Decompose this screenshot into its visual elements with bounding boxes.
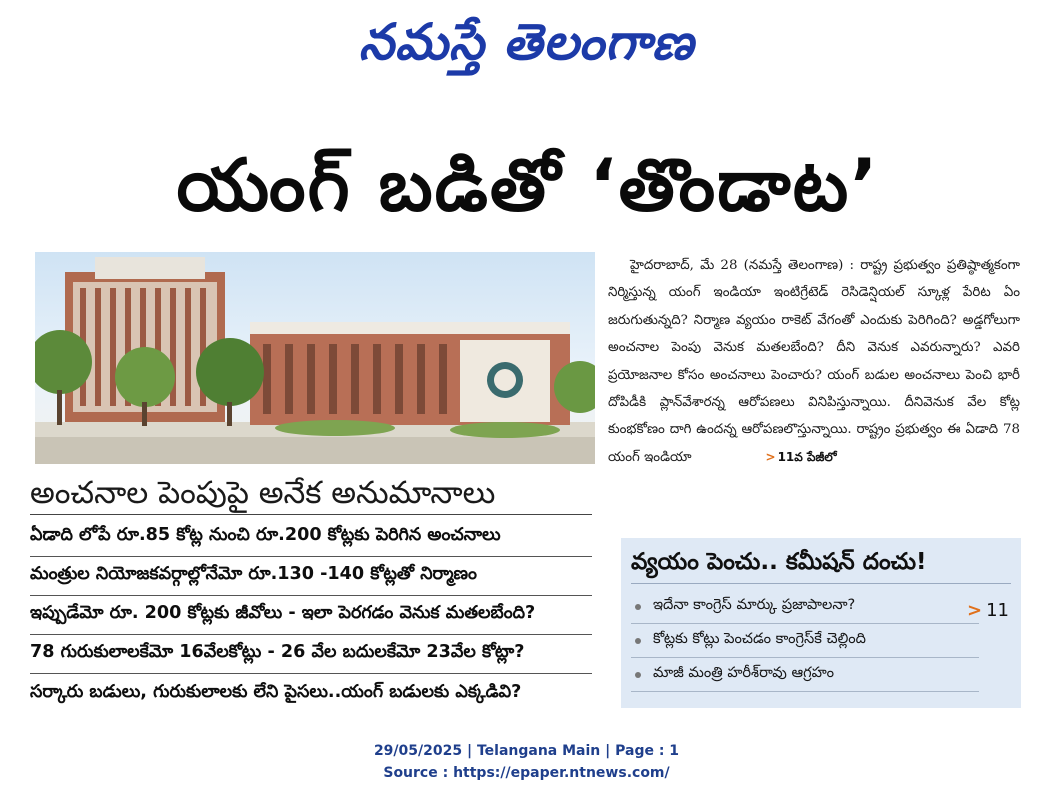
jump-label: 11వ పేజీలో (777, 449, 837, 464)
sidebar-page-number: 11 (986, 600, 1009, 621)
chevron-right-icon: > (967, 600, 983, 621)
sidebar-item (631, 624, 979, 658)
sidebar-item (631, 658, 979, 692)
continued-on-page-link[interactable] (744, 444, 837, 471)
highlight-item: సర్కారు బడులు, గురుకులాలకు లేని పైసలు..యంగ్ బడులకు ఎక్కడివి? (30, 681, 522, 702)
sidebar-item-text: మాజీ మంత్రి హరీశ్‌రావు ఆగ్రహం (653, 664, 834, 681)
bullet-dot-icon (635, 604, 641, 610)
subheadline: అంచనాల పెంపుపై అనేక అనుమానాలు (30, 475, 496, 511)
bullet-dot-icon (635, 672, 641, 678)
highlight-item: ఏడాది లోపే రూ.85 కోట్ల నుంచి రూ.200 కోట్లకు పెరిగిన అంచనాలు (30, 518, 592, 557)
story-text: హైదరాబాద్, మే 28 (నమస్తే తెలంగాణ) : రాష్ట్ర ప్రభుత్వం ప్రతిష్ఠాత్మకంగా నిర్మిస్తున్న యంగ్ ఇండియా ఇంటిగ్రేటెడ్ రెసిడెన్షియల్ స్కూళ్ల పేరిట ఏం జరుగుతున్నది? నిర్మాణ వ్యయం రాకెట్ వేగంతో ఎందుకు పెరిగింది? అడ్డగోలుగా అంచనాల పెంపు వెనుక మతలబేంది? దీని వెనుక ఎవరున్నారు? ఎవరి ప్రయోజనాల కోసం అంచనాలు పెంచారు? యంగ్ బడుల అంచనాలు పెంచి భారీ దోపిడీకి ప్లాన్‌వేశారన్న ఆరోపణలు వినిపిస్తున్నాయి. దీనివెనుక వేల కోట్ల కుంభకోణం దాగి ఉందన్న ఆరోపణలొస్తున్నాయి. రాష్ట్రం ప్రభుత్వం ఈ ఏడాది 78 యంగ్ ఇండియా (608, 258, 1020, 465)
story-body (608, 252, 1020, 524)
edition-info: 29/05/2025 | Telangana Main | Page : 1 (373, 743, 680, 759)
masthead-logo: నమస్తే తెలంగాణ (358, 12, 695, 71)
footer (0, 740, 1053, 784)
highlight-list (30, 518, 592, 720)
headline: యంగ్ బడితో ‘తొండాట’ (176, 143, 880, 227)
sidebar-item (631, 590, 979, 624)
sidebar-box (621, 538, 1021, 708)
highlight-item: ఇప్పుడేమో రూ. 200 కోట్లకు జీవోలు - ఇలా పెరగడం వెనుక మతలబేంది? (30, 596, 592, 635)
chevron-right-icon: > (765, 449, 776, 464)
highlight-item: 78 గురుకులాలకేమో 16వేలకోట్లు - 26 వేల బదులకేమో 23వేల కోట్లా? (30, 635, 592, 674)
bullet-dot-icon (635, 638, 641, 644)
divider (30, 514, 592, 515)
highlight-item: మంత్రుల నియోజకవర్గాల్లోనేమో రూ.130 -140 కోట్లతో నిర్మాణం (30, 557, 592, 596)
sidebar-list (631, 590, 1011, 692)
school-building-photo (35, 252, 595, 464)
source-link[interactable]: Source : https://epaper.ntnews.com/ (383, 765, 670, 781)
sidebar-item-text: కోట్లకు కోట్లు పెంచడం కాంగ్రెస్‌కే చెల్లింది (653, 630, 866, 647)
story-paragraph (608, 252, 1020, 471)
sidebar-page-link[interactable] (967, 600, 1009, 621)
sidebar-title: వ్యయం పెంచు.. కమీషన్ దంచు! (631, 544, 1011, 584)
sidebar-item-text: ఇదేనా కాంగ్రెస్ మార్కు ప్రజాపాలనా? (653, 596, 856, 613)
